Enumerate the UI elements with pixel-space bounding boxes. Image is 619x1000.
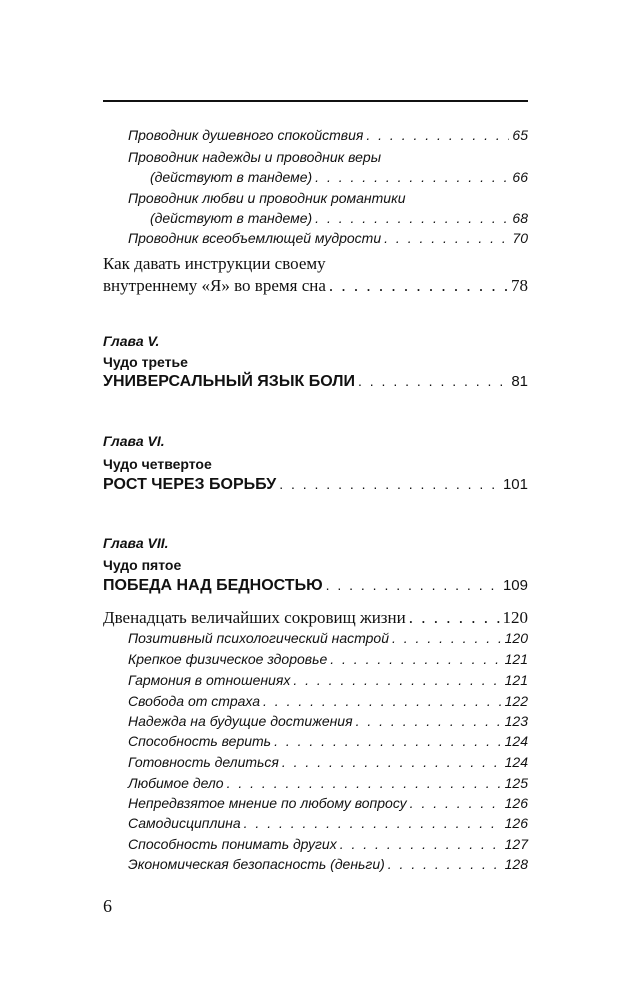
leader-dots bbox=[315, 210, 509, 226]
toc-entry-page: 124 bbox=[504, 733, 528, 749]
toc-entry bbox=[128, 713, 528, 729]
leader-dots bbox=[293, 672, 501, 688]
leader-dots bbox=[410, 795, 502, 811]
leader-dots bbox=[366, 127, 509, 143]
toc-entry-page: 68 bbox=[512, 210, 528, 226]
toc-entry-page: 122 bbox=[504, 693, 528, 709]
toc-entry-title: Самодисциплина bbox=[128, 815, 241, 831]
toc-entry bbox=[128, 754, 528, 770]
chapter-page: 109 bbox=[502, 577, 528, 594]
toc-entry-page: 128 bbox=[504, 856, 528, 872]
toc-entry-page: 66 bbox=[512, 169, 528, 185]
toc-entry-title: Способность верить bbox=[128, 733, 272, 749]
chapter-title: ПОБЕДА НАД БЕДНОСТЬЮ bbox=[103, 577, 323, 594]
toc-entry bbox=[128, 693, 528, 709]
toc-entry bbox=[128, 775, 528, 791]
toc-section-entry bbox=[103, 276, 528, 296]
toc-entry bbox=[128, 230, 528, 246]
leader-dots bbox=[282, 754, 502, 770]
toc-entry-title-line1: Проводник любви и проводник романтики bbox=[128, 190, 406, 206]
toc-entry-title: Проводник душевного спокойствия bbox=[128, 127, 364, 143]
toc-entry bbox=[128, 856, 528, 872]
toc-section-title: Двенадцать величайших сокровищ жизни bbox=[103, 608, 406, 627]
toc-entry-title: Свобода от страха bbox=[128, 693, 261, 709]
toc-entry-title: Готовность делиться bbox=[128, 754, 279, 770]
chapter-label: Глава VII. bbox=[103, 535, 169, 551]
toc-entry-page: 65 bbox=[512, 127, 528, 143]
toc-entry-title: Непредвзятое мнение по любому вопросу bbox=[128, 795, 407, 811]
leader-dots bbox=[392, 630, 502, 646]
leader-dots bbox=[340, 836, 502, 852]
leader-dots bbox=[315, 169, 509, 185]
toc-section-page: 78 bbox=[511, 276, 528, 295]
toc-entry-title: Гармония в отношениях bbox=[128, 672, 291, 688]
leader-dots bbox=[409, 608, 500, 628]
chapter-entry bbox=[103, 577, 528, 595]
toc-entry-page: 126 bbox=[504, 815, 528, 831]
chapter-page: 101 bbox=[502, 476, 528, 493]
toc-entry-page: 127 bbox=[504, 836, 528, 852]
toc-entry-title: Способность понимать других bbox=[128, 836, 337, 852]
toc-section-entry bbox=[103, 608, 528, 628]
leader-dots bbox=[274, 733, 502, 749]
leader-dots bbox=[329, 276, 508, 296]
toc-entry-title: Проводник всеобъемлющей мудрости bbox=[128, 230, 382, 246]
chapter-title: РОСТ ЧЕРЕЗ БОРЬБУ bbox=[103, 476, 277, 493]
leader-dots bbox=[388, 856, 502, 872]
leader-dots bbox=[330, 651, 501, 667]
chapter-entry bbox=[103, 373, 528, 391]
toc-entry-title: (действуют в тандеме) bbox=[150, 169, 313, 185]
toc-entry bbox=[128, 672, 528, 688]
toc-entry-page: 123 bbox=[504, 713, 528, 729]
leader-dots bbox=[263, 693, 502, 709]
toc-entry-title: Надежда на будущие достижения bbox=[128, 713, 353, 729]
toc-section-title-line1: Как давать инструкции своему bbox=[103, 254, 326, 273]
toc-entry bbox=[128, 795, 528, 811]
toc-entry-title: Любимое дело bbox=[128, 775, 224, 791]
toc-section-page: 120 bbox=[502, 608, 528, 627]
toc-entry-page: 70 bbox=[512, 230, 528, 246]
toc-entry-title: Позитивный психологический настрой bbox=[128, 630, 389, 646]
chapter-subtitle: Чудо четвертое bbox=[103, 456, 212, 472]
toc-entry-page: 121 bbox=[504, 651, 528, 667]
toc-entry bbox=[128, 630, 528, 646]
toc-entry-page: 120 bbox=[504, 630, 528, 646]
header-rule bbox=[103, 100, 528, 102]
page-number: 6 bbox=[103, 896, 112, 916]
chapter-subtitle: Чудо третье bbox=[103, 354, 188, 370]
toc-entry-title: Крепкое физическое здоровье bbox=[128, 651, 328, 667]
chapter-subtitle: Чудо пятое bbox=[103, 557, 182, 573]
toc-entry-page: 125 bbox=[504, 775, 528, 791]
leader-dots bbox=[358, 373, 508, 389]
leader-dots bbox=[244, 815, 502, 831]
chapter-entry bbox=[103, 476, 528, 494]
toc-entry-page: 124 bbox=[504, 754, 528, 770]
leader-dots bbox=[384, 230, 509, 246]
toc-entry-title: (действуют в тандеме) bbox=[150, 210, 313, 226]
chapter-label: Глава VI. bbox=[103, 433, 165, 449]
toc-entry bbox=[128, 733, 528, 749]
leader-dots bbox=[227, 775, 502, 791]
leader-dots bbox=[279, 476, 500, 492]
leader-dots bbox=[326, 577, 500, 593]
chapter-title: УНИВЕРСАЛЬНЫЙ ЯЗЫК БОЛИ bbox=[103, 373, 355, 390]
toc-entry-title: Экономическая безопасность (деньги) bbox=[128, 856, 385, 872]
toc-entry-page: 126 bbox=[504, 795, 528, 811]
toc-entry bbox=[150, 169, 528, 185]
toc-entry bbox=[128, 815, 528, 831]
toc-entry bbox=[128, 836, 528, 852]
leader-dots bbox=[356, 713, 502, 729]
toc-entry bbox=[150, 210, 528, 226]
chapter-page: 81 bbox=[511, 373, 528, 390]
toc-entry bbox=[128, 651, 528, 667]
toc-entry-title-line1: Проводник надежды и проводник веры bbox=[128, 149, 381, 165]
toc-section-title: внутреннему «Я» во время сна bbox=[103, 276, 326, 295]
toc-entry bbox=[128, 127, 528, 143]
toc-entry-page: 121 bbox=[504, 672, 528, 688]
chapter-label: Глава V. bbox=[103, 333, 160, 349]
